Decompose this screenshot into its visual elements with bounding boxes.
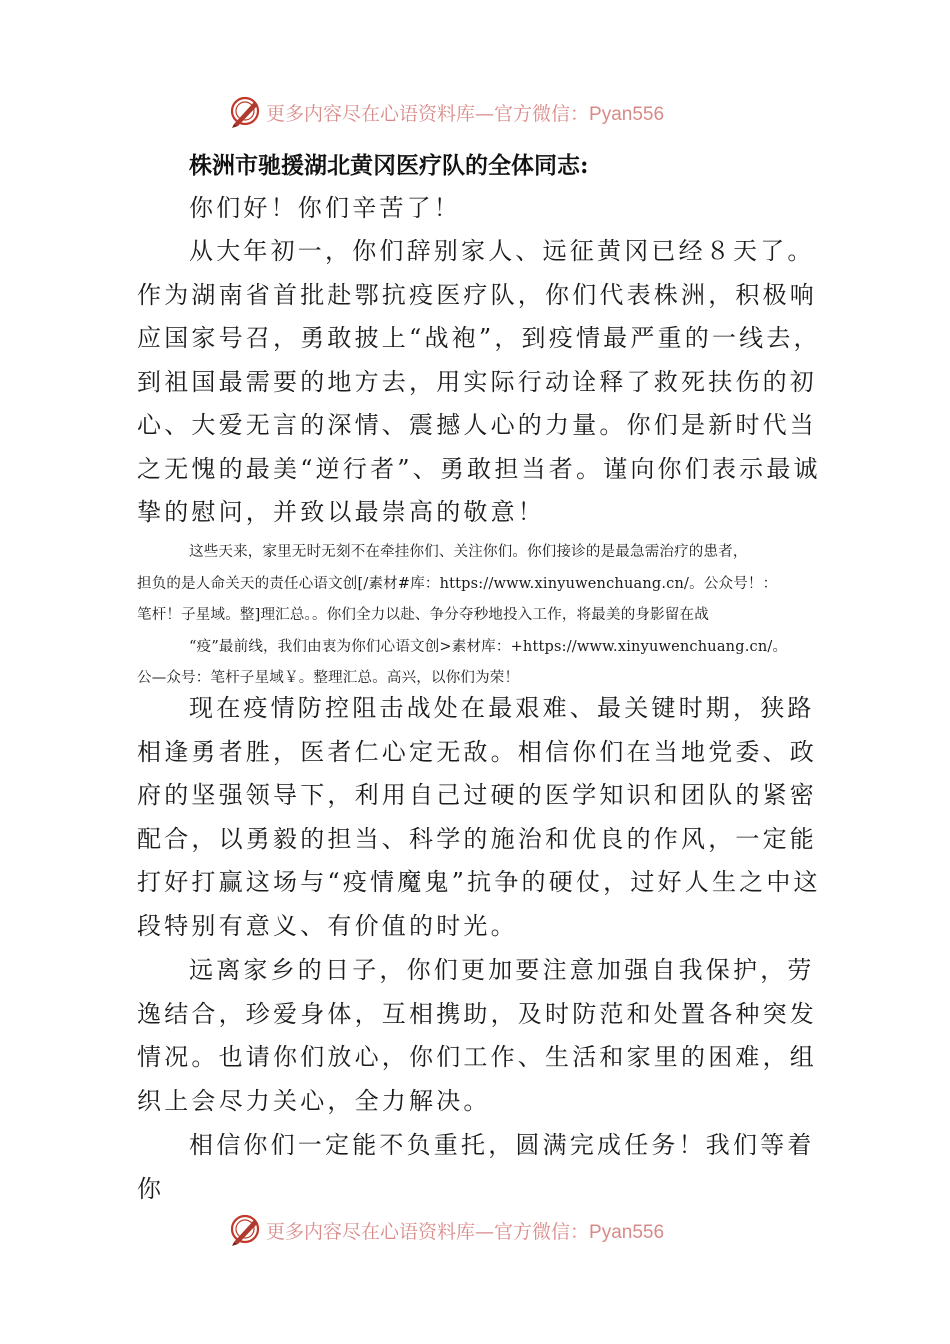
- paragraph-3: 现在疫情防控阻击战处在最艰难、最关键时期，狭路相逢勇者胜，医者仁心定无敌。相信你们在当地党委、政府的坚强领导下，利用自己过硬的医学知识和团队的紧密配合，以勇毅的担当、科学的施治和优良的作风，一定能打好打赢这场与“疫情魔鬼”抗争的硬仗，过好人生之中这段特别有意义、有价值的时光。: [137, 694, 821, 940]
- small-line: 担负的是人命关天的责任心语文创[/素材#库：https://www.xinyuwenchuang.cn/。公众号！：: [137, 575, 778, 592]
- small-line: “疫”最前线，我们由衷为你们心语文创>素材库：+https://www.xinyuwenchuang.cn/。: [189, 638, 788, 655]
- banner-text-cn: 更多内容尽在心语资料库—官方微信：: [266, 103, 590, 125]
- pen-logo-icon: [228, 1212, 264, 1246]
- pen-logo-icon: [228, 94, 264, 128]
- header-banner: [0, 92, 950, 132]
- paragraph-2-small: [137, 537, 822, 695]
- banner-text-cn: 更多内容尽在心语资料库—官方微信：: [266, 1221, 590, 1243]
- paragraph-1: 从大年初一，你们辞别家人、远征黄冈已经８天了。作为湖南省首批赴鄂抗疫医疗队，你们代表株洲，积极响应国家号召，勇敢披上“战袍”，到疫情最严重的一线去，到祖国最需要的地方去，用实际行动诠释了救死扶伤的初心、大爱无言的深情、震撼人心的力量。你们是新时代当之无愧的最美“逆行者”、勇敢担当者。谨向你们表示最诚挚的慰问，并致以最崇高的敬意！: [137, 237, 821, 526]
- document-title: 株洲市驰援湖北黄冈医疗队的全体同志:: [189, 152, 589, 179]
- greeting: 你们好！你们辛苦了！: [189, 194, 461, 222]
- small-line: 公—众号：笔杆子星域￥。整理汇总。高兴，以你们为荣！: [137, 670, 520, 686]
- footer-banner-text: [266, 1217, 664, 1244]
- paragraph-5: 相信你们一定能不负重托，圆满完成任务！我们等着你: [137, 1131, 815, 1203]
- small-line: 笔杆！子星域。整]理汇总。。你们全力以赴、争分夺秒地投入工作，将最美的身影留在战: [137, 607, 709, 623]
- banner-wechat-id: Pyan556: [589, 1222, 665, 1243]
- footer-banner: [0, 1210, 950, 1250]
- banner-wechat-id: Pyan556: [589, 104, 665, 125]
- small-line: 这些天来，家里无时无刻不在牵挂你们、关注你们。你们接诊的是最急需治疗的患者，: [189, 544, 748, 560]
- paragraph-4: 远离家乡的日子，你们更加要注意加强自我保护，劳逸结合，珍爱身体，互相携助，及时防范和处置各种突发情况。也请你们放心，你们工作、生活和家里的困难，组织上会尽力关心，全力解决。: [137, 956, 817, 1115]
- header-banner-text: [266, 99, 664, 126]
